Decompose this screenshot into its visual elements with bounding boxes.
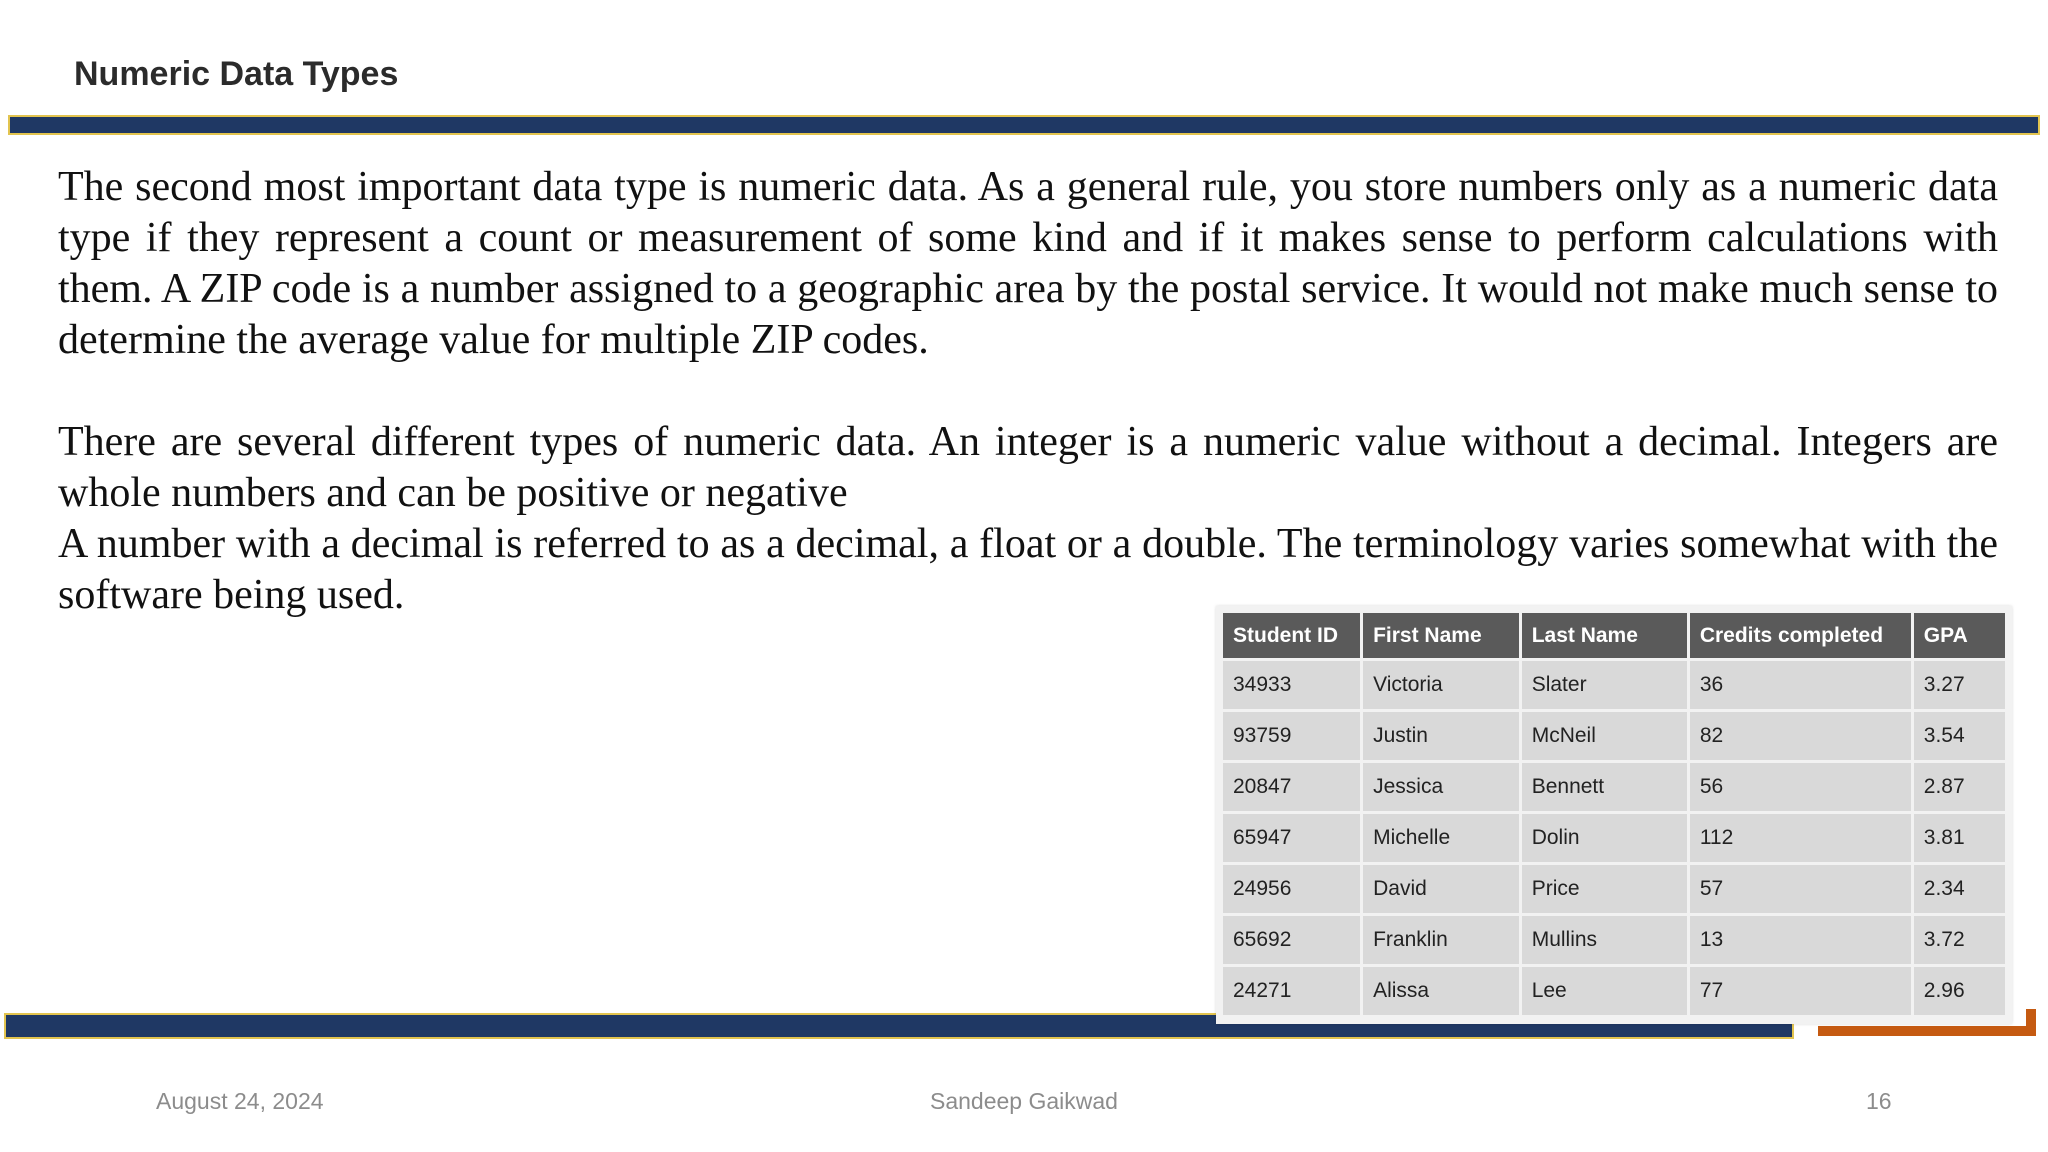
page-number: 16 [1866, 1088, 1892, 1114]
footer-date: August 24, 2024 [156, 1088, 324, 1114]
cell-credits: 57 [1690, 865, 1911, 913]
header-first-name: First Name [1363, 613, 1519, 658]
cell-last-name: Lee [1522, 967, 1687, 1015]
cell-credits: 13 [1690, 916, 1911, 964]
cell-first-name: Alissa [1363, 967, 1519, 1015]
paragraph-numeric-data: The second most important data type is numeric data. As a general rule, you store numbers only as a numeric data type if they represent a count or measurement of some kind and if it makes sense to perform calculations with them. A ZIP code is a number assigned to a geographic area by the postal service. It would not make much sense to determine the average value for multiple ZIP codes. [58, 164, 1998, 363]
cell-student-id: 65692 [1223, 916, 1360, 964]
table-row [1223, 916, 2005, 964]
table-row [1223, 712, 2005, 760]
cell-first-name: Franklin [1363, 916, 1519, 964]
table-row [1223, 814, 2005, 862]
cell-gpa: 3.54 [1914, 712, 2005, 760]
cell-first-name: David [1363, 865, 1519, 913]
cell-credits: 82 [1690, 712, 1911, 760]
header-student-id: Student ID [1223, 613, 1360, 658]
body-text [58, 162, 1998, 621]
title-divider-bar [8, 115, 2040, 135]
footer-author: Sandeep Gaikwad [930, 1088, 1118, 1114]
header-credits-completed: Credits completed [1690, 613, 1911, 658]
cell-gpa: 2.34 [1914, 865, 2005, 913]
slide-title: Numeric Data Types [74, 55, 399, 93]
header-gpa: GPA [1914, 613, 2005, 658]
table-row [1223, 661, 2005, 709]
paragraph-decimal: A number with a decimal is referred to as a decimal, a float or a double. The terminology varies somewhat with the software being used. [58, 521, 1998, 618]
cell-credits: 56 [1690, 763, 1911, 811]
cell-first-name: Victoria [1363, 661, 1519, 709]
cell-student-id: 24271 [1223, 967, 1360, 1015]
cell-gpa: 3.81 [1914, 814, 2005, 862]
cell-student-id: 93759 [1223, 712, 1360, 760]
cell-last-name: Bennett [1522, 763, 1687, 811]
table-row [1223, 967, 2005, 1015]
paragraph-integer: There are several different types of numeric data. An integer is a numeric value without a decimal. Integers are whole numbers and can be positive or negative [58, 419, 1998, 516]
table-row [1223, 763, 2005, 811]
cell-gpa: 3.72 [1914, 916, 2005, 964]
cell-first-name: Justin [1363, 712, 1519, 760]
cell-first-name: Jessica [1363, 763, 1519, 811]
accent-tick [2026, 1009, 2036, 1029]
student-table [1220, 610, 2008, 1018]
cell-gpa: 2.96 [1914, 967, 2005, 1015]
cell-last-name: Mullins [1522, 916, 1687, 964]
cell-student-id: 24956 [1223, 865, 1360, 913]
cell-credits: 77 [1690, 967, 1911, 1015]
cell-last-name: McNeil [1522, 712, 1687, 760]
cell-credits: 36 [1690, 661, 1911, 709]
table-row [1223, 865, 2005, 913]
cell-credits: 112 [1690, 814, 1911, 862]
cell-student-id: 34933 [1223, 661, 1360, 709]
cell-last-name: Slater [1522, 661, 1687, 709]
cell-gpa: 3.27 [1914, 661, 2005, 709]
cell-last-name: Dolin [1522, 814, 1687, 862]
cell-student-id: 65947 [1223, 814, 1360, 862]
cell-first-name: Michelle [1363, 814, 1519, 862]
accent-bar [1818, 1026, 2036, 1036]
table-header-row [1223, 613, 2005, 658]
header-last-name: Last Name [1522, 613, 1687, 658]
cell-gpa: 2.87 [1914, 763, 2005, 811]
cell-student-id: 20847 [1223, 763, 1360, 811]
cell-last-name: Price [1522, 865, 1687, 913]
student-table-image [1216, 606, 2012, 1024]
